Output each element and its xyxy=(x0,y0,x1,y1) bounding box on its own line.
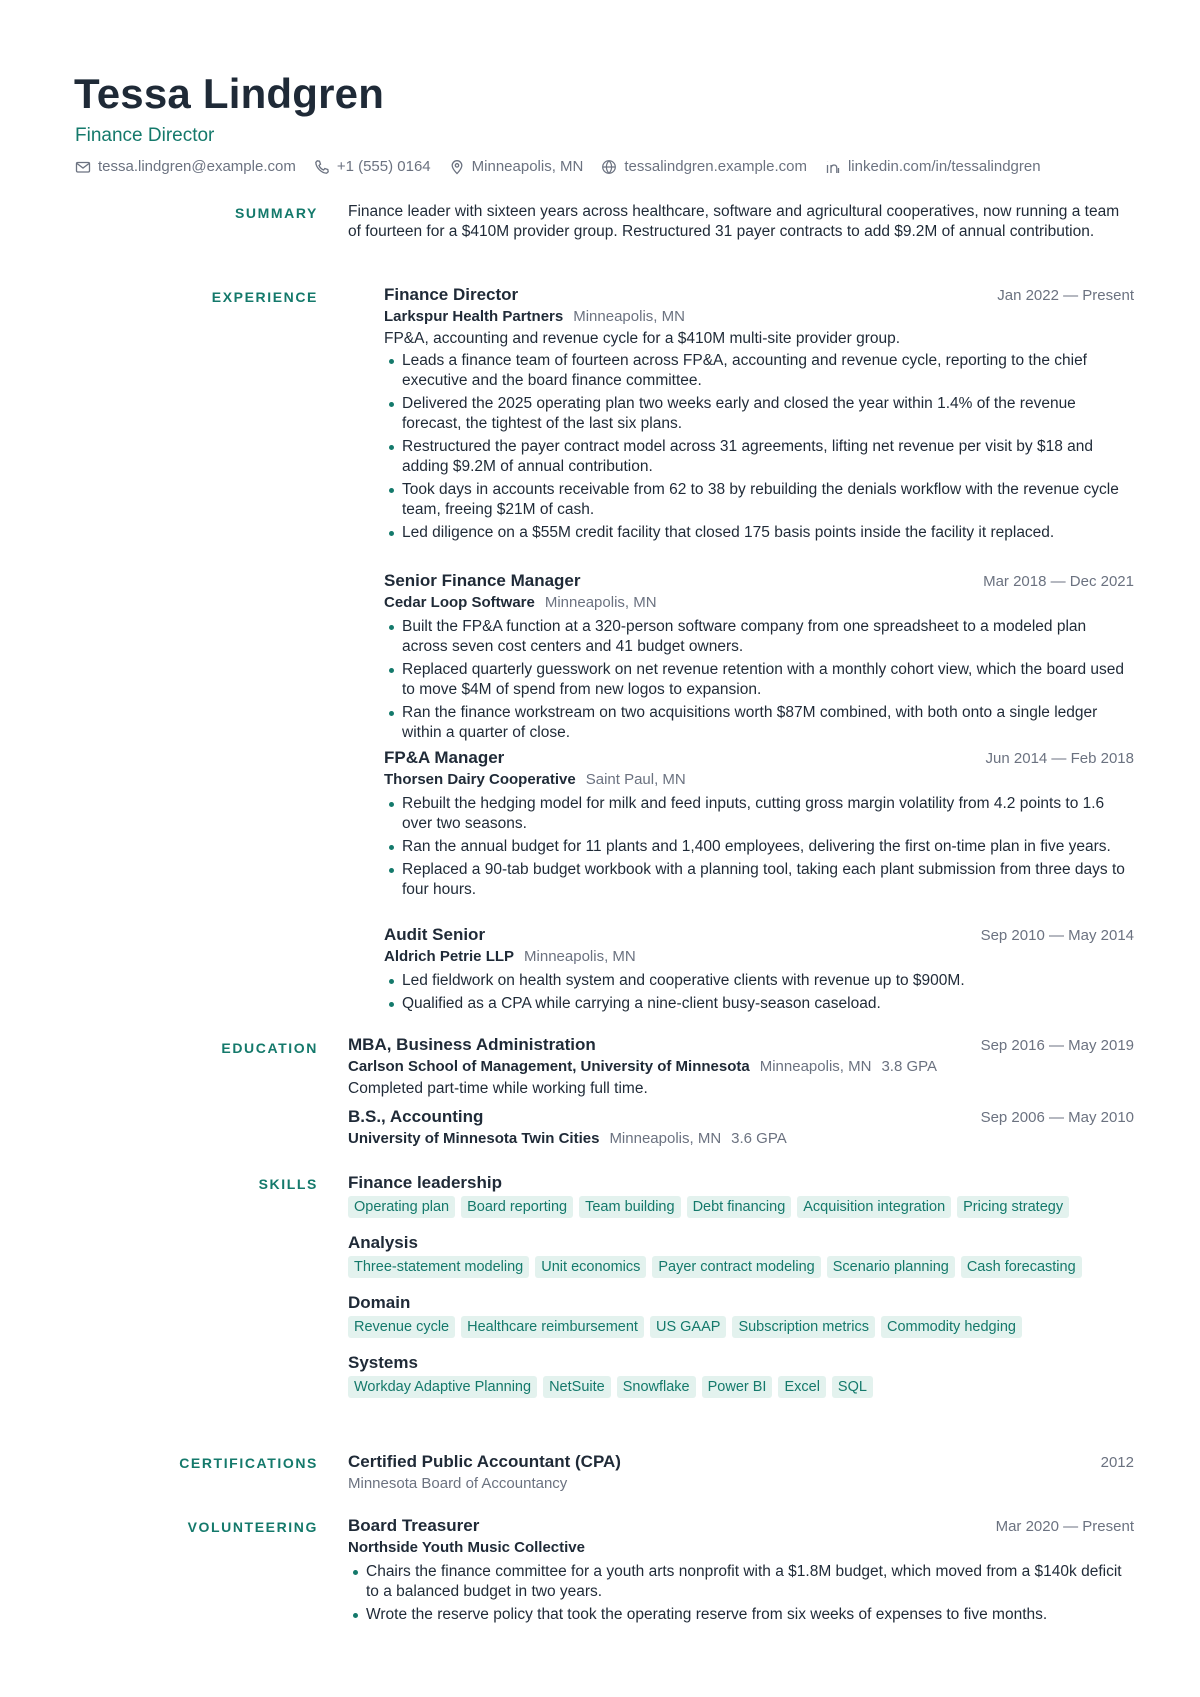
degree: B.S., Accounting xyxy=(348,1107,484,1126)
map-pin-icon xyxy=(449,159,465,175)
certification-issuer: Minnesota Board of Accountancy xyxy=(348,1475,568,1492)
skill-tag: Unit economics xyxy=(535,1256,646,1278)
section-label-education: EDUCATION xyxy=(221,1040,318,1056)
bullet-item xyxy=(384,437,1134,477)
skill-tags xyxy=(348,1196,1134,1218)
skill-tag: Three-statement modeling xyxy=(348,1256,529,1278)
degree: MBA, Business Administration xyxy=(348,1035,596,1054)
job-role: Senior Finance Manager xyxy=(384,571,581,590)
email-text: tessa.lindgren@example.com xyxy=(98,158,296,175)
bullet-item xyxy=(384,523,1134,543)
experience-job xyxy=(384,570,1134,746)
contact-website[interactable] xyxy=(601,158,807,175)
section-label-experience: EXPERIENCE xyxy=(211,289,318,305)
bullet-dot xyxy=(389,1002,394,1007)
bullet-dot xyxy=(389,359,394,364)
bullet-item xyxy=(384,394,1134,434)
volunteer-dates: Mar 2020 — Present xyxy=(995,1518,1134,1535)
skill-tag: Team building xyxy=(579,1196,680,1218)
education-dates: Sep 2006 — May 2010 xyxy=(980,1109,1134,1126)
skill-tag: Power BI xyxy=(702,1376,773,1398)
bullet-text: Delivered the 2025 operating plan two weeks early and closed the year within 1.4% of the revenue forecast, the tightest of the last six plans. xyxy=(402,395,1076,432)
contact-location xyxy=(449,158,584,175)
bullet-text: Built the FP&A function at a 320-person software company from one spreadsheet to a modeled plan across seven cost centers and 41 budget owners. xyxy=(402,618,1087,655)
skills-section xyxy=(348,1172,1134,1412)
bullet-item xyxy=(384,480,1134,520)
bullet-text: Led diligence on a $55M credit facility that closed 175 basis points inside the facility it replaced. xyxy=(402,524,1055,541)
job-location: Minneapolis, MN xyxy=(544,594,657,611)
bullet-item xyxy=(384,703,1134,743)
bullet-item xyxy=(348,1605,1134,1625)
section-label-summary: SUMMARY xyxy=(234,205,318,221)
bullet-dot xyxy=(353,1570,358,1575)
job-dates: Mar 2018 — Dec 2021 xyxy=(983,573,1134,590)
experience-job xyxy=(384,924,1134,1017)
globe-icon xyxy=(601,159,617,175)
skill-tag: Commodity hedging xyxy=(881,1316,1022,1338)
section-label-certifications: CERTIFICATIONS xyxy=(179,1455,318,1471)
skill-group-title: Domain xyxy=(348,1293,411,1312)
skill-tag: Healthcare reimbursement xyxy=(461,1316,644,1338)
skill-tag: Board reporting xyxy=(461,1196,573,1218)
skill-tag: Workday Adaptive Planning xyxy=(348,1376,537,1398)
skill-tag: Pricing strategy xyxy=(957,1196,1069,1218)
job-role: Finance Director xyxy=(384,285,519,304)
bullet-text: Ran the finance workstream on two acquisitions worth $87M combined, with both onto a single ledger within a quarter of close. xyxy=(402,704,1098,741)
skill-group xyxy=(348,1292,1134,1338)
skill-tag: SQL xyxy=(832,1376,873,1398)
school-location: Minneapolis, MN xyxy=(759,1058,872,1075)
job-dates: Jun 2014 — Feb 2018 xyxy=(985,750,1134,767)
bullet-item xyxy=(384,794,1134,834)
job-bullets xyxy=(384,351,1134,543)
contact-email[interactable] xyxy=(75,158,296,175)
bullet-dot xyxy=(389,402,394,407)
skill-tags xyxy=(348,1316,1134,1338)
job-org: Thorsen Dairy Cooperative xyxy=(384,771,576,788)
bullet-item xyxy=(384,860,1134,900)
summary-text: Finance leader with sixteen years across healthcare, software and agricultural cooperatives, now running a team of fourteen for a $410M provider group. Restructured 31 payer contracts to add $9.2M of annual contribution. xyxy=(348,203,1120,240)
job-bullets xyxy=(384,794,1134,900)
bullet-text: Leads a finance team of fourteen across FP&A, accounting and revenue cycle, reporting to the chief executive and the board finance committee. xyxy=(402,352,1087,389)
job-bullets xyxy=(384,971,1134,1014)
website-text: tessalindgren.example.com xyxy=(624,158,807,175)
job-org: Cedar Loop Software xyxy=(384,594,535,611)
skill-tag: Cash forecasting xyxy=(961,1256,1082,1278)
volunteer-bullets xyxy=(348,1562,1134,1625)
bullet-text: Restructured the payer contract model across 31 agreements, lifting net revenue per visit by $18 and adding $9.2M of annual contribution. xyxy=(402,438,1093,475)
school: University of Minnesota Twin Cities xyxy=(348,1130,600,1147)
skill-tag: Acquisition integration xyxy=(797,1196,951,1218)
volunteering-item xyxy=(348,1515,1134,1628)
bullet-dot xyxy=(389,531,394,536)
volunteer-role: Board Treasurer xyxy=(348,1516,480,1535)
bullet-item xyxy=(384,351,1134,391)
location-text: Minneapolis, MN xyxy=(471,158,584,175)
bullet-dot xyxy=(389,445,394,450)
bullet-text: Ran the annual budget for 11 plants and 1,400 employees, delivering the first on-time plan in five years. xyxy=(402,838,1111,855)
summary-section xyxy=(348,202,1134,242)
experience-job xyxy=(384,747,1134,903)
job-org: Aldrich Petrie LLP xyxy=(384,948,515,965)
school-location: Minneapolis, MN xyxy=(609,1130,722,1147)
job-bullets xyxy=(384,617,1134,743)
skill-tags xyxy=(348,1376,1134,1398)
job-description: FP&A, accounting and revenue cycle for a $410M multi-site provider group. xyxy=(384,330,901,347)
education-dates: Sep 2016 — May 2019 xyxy=(980,1037,1134,1054)
education-item xyxy=(348,1106,1134,1148)
bullet-dot xyxy=(389,488,394,493)
job-org: Larkspur Health Partners xyxy=(384,308,564,325)
job-role: FP&A Manager xyxy=(384,748,505,767)
candidate-name: Tessa Lindgren xyxy=(74,70,385,117)
skill-tag: Operating plan xyxy=(348,1196,455,1218)
contact-phone[interactable] xyxy=(314,158,431,175)
bullet-text: Took days in accounts receivable from 62 to 38 by rebuilding the denials workflow with the revenue cycle team, freeing $21M of cash. xyxy=(402,481,1119,518)
skill-group xyxy=(348,1172,1134,1218)
experience-job xyxy=(384,284,1134,546)
phone-icon xyxy=(314,159,330,175)
bullet-item xyxy=(384,660,1134,700)
education-item xyxy=(348,1034,1134,1101)
section-label-skills: SKILLS xyxy=(258,1176,318,1192)
bullet-text: Wrote the reserve policy that took the operating reserve from six weeks of expenses to five months. xyxy=(366,1606,1048,1623)
gpa: 3.8 GPA xyxy=(881,1058,938,1075)
bullet-text: Qualified as a CPA while carrying a nine-client busy-season caseload. xyxy=(402,995,881,1012)
section-label-volunteering: VOLUNTEERING xyxy=(187,1519,318,1535)
bullet-text: Rebuilt the hedging model for milk and feed inputs, cutting gross margin volatility from 4.2 points to 1.6 over two seasons. xyxy=(402,795,1105,832)
skill-group-title: Finance leadership xyxy=(348,1173,502,1192)
bullet-dot xyxy=(389,979,394,984)
mail-icon xyxy=(75,159,91,175)
job-dates: Jan 2022 — Present xyxy=(997,287,1134,304)
gpa: 3.6 GPA xyxy=(731,1130,787,1147)
bullet-item xyxy=(348,1562,1134,1602)
skill-tag: Scenario planning xyxy=(827,1256,955,1278)
contact-linkedin[interactable] xyxy=(825,158,1041,175)
bullet-dot xyxy=(389,845,394,850)
bullet-dot xyxy=(389,668,394,673)
skill-group-title: Systems xyxy=(348,1353,418,1372)
bullet-dot xyxy=(389,711,394,716)
skill-tag: Snowflake xyxy=(617,1376,696,1398)
contact-bar xyxy=(75,158,1059,175)
candidate-title: Finance Director xyxy=(75,125,215,146)
bullet-text: Chairs the finance committee for a youth arts nonprofit with a $1.8M budget, which moved from a $140k deficit to a balanced budget in two years. xyxy=(366,1563,1122,1600)
bullet-item xyxy=(384,971,1134,991)
skill-tag: Revenue cycle xyxy=(348,1316,455,1338)
bullet-text: Replaced a 90-tab budget workbook with a planning tool, taking each plant submission from three days to four hours. xyxy=(402,861,1125,898)
bullet-text: Led fieldwork on health system and cooperative clients with revenue up to $900M. xyxy=(402,972,965,989)
skill-tag: Debt financing xyxy=(687,1196,792,1218)
bullet-dot xyxy=(389,625,394,630)
linkedin-text: linkedin.com/in/tessalindgren xyxy=(847,158,1041,175)
certification-year: 2012 xyxy=(1100,1454,1134,1471)
job-dates: Sep 2010 — May 2014 xyxy=(980,927,1134,944)
phone-text: +1 (555) 0164 xyxy=(336,158,431,175)
bullet-item xyxy=(384,994,1134,1014)
job-location: Minneapolis, MN xyxy=(573,308,685,325)
skill-tag: NetSuite xyxy=(543,1376,611,1398)
bullet-text: Replaced quarterly guesswork on net revenue retention with a monthly cohort view, which the board used to move $4M of spend from new logos to expansion. xyxy=(402,661,1125,698)
job-location: Minneapolis, MN xyxy=(524,948,636,965)
job-location: Saint Paul, MN xyxy=(585,771,686,788)
education-note: Completed part-time while working full time. xyxy=(348,1080,648,1097)
skill-group-title: Analysis xyxy=(348,1233,418,1252)
certification-item xyxy=(348,1451,1134,1493)
bullet-item xyxy=(384,617,1134,657)
job-role: Audit Senior xyxy=(384,925,486,944)
skill-tags xyxy=(348,1256,1134,1278)
certification-name: Certified Public Accountant (CPA) xyxy=(348,1452,621,1471)
bullet-item xyxy=(384,837,1134,857)
bullet-dot xyxy=(389,868,394,873)
linkedin-icon xyxy=(825,159,841,175)
skill-group xyxy=(348,1352,1134,1398)
skill-tag: US GAAP xyxy=(650,1316,726,1338)
school: Carlson School of Management, University of Minnesota xyxy=(348,1058,750,1075)
skill-group xyxy=(348,1232,1134,1278)
skill-tag: Subscription metrics xyxy=(732,1316,875,1338)
bullet-dot xyxy=(389,802,394,807)
bullet-dot xyxy=(353,1613,358,1618)
skill-tag: Excel xyxy=(778,1376,825,1398)
volunteer-org: Northside Youth Music Collective xyxy=(348,1539,585,1556)
skill-tag: Payer contract modeling xyxy=(652,1256,820,1278)
